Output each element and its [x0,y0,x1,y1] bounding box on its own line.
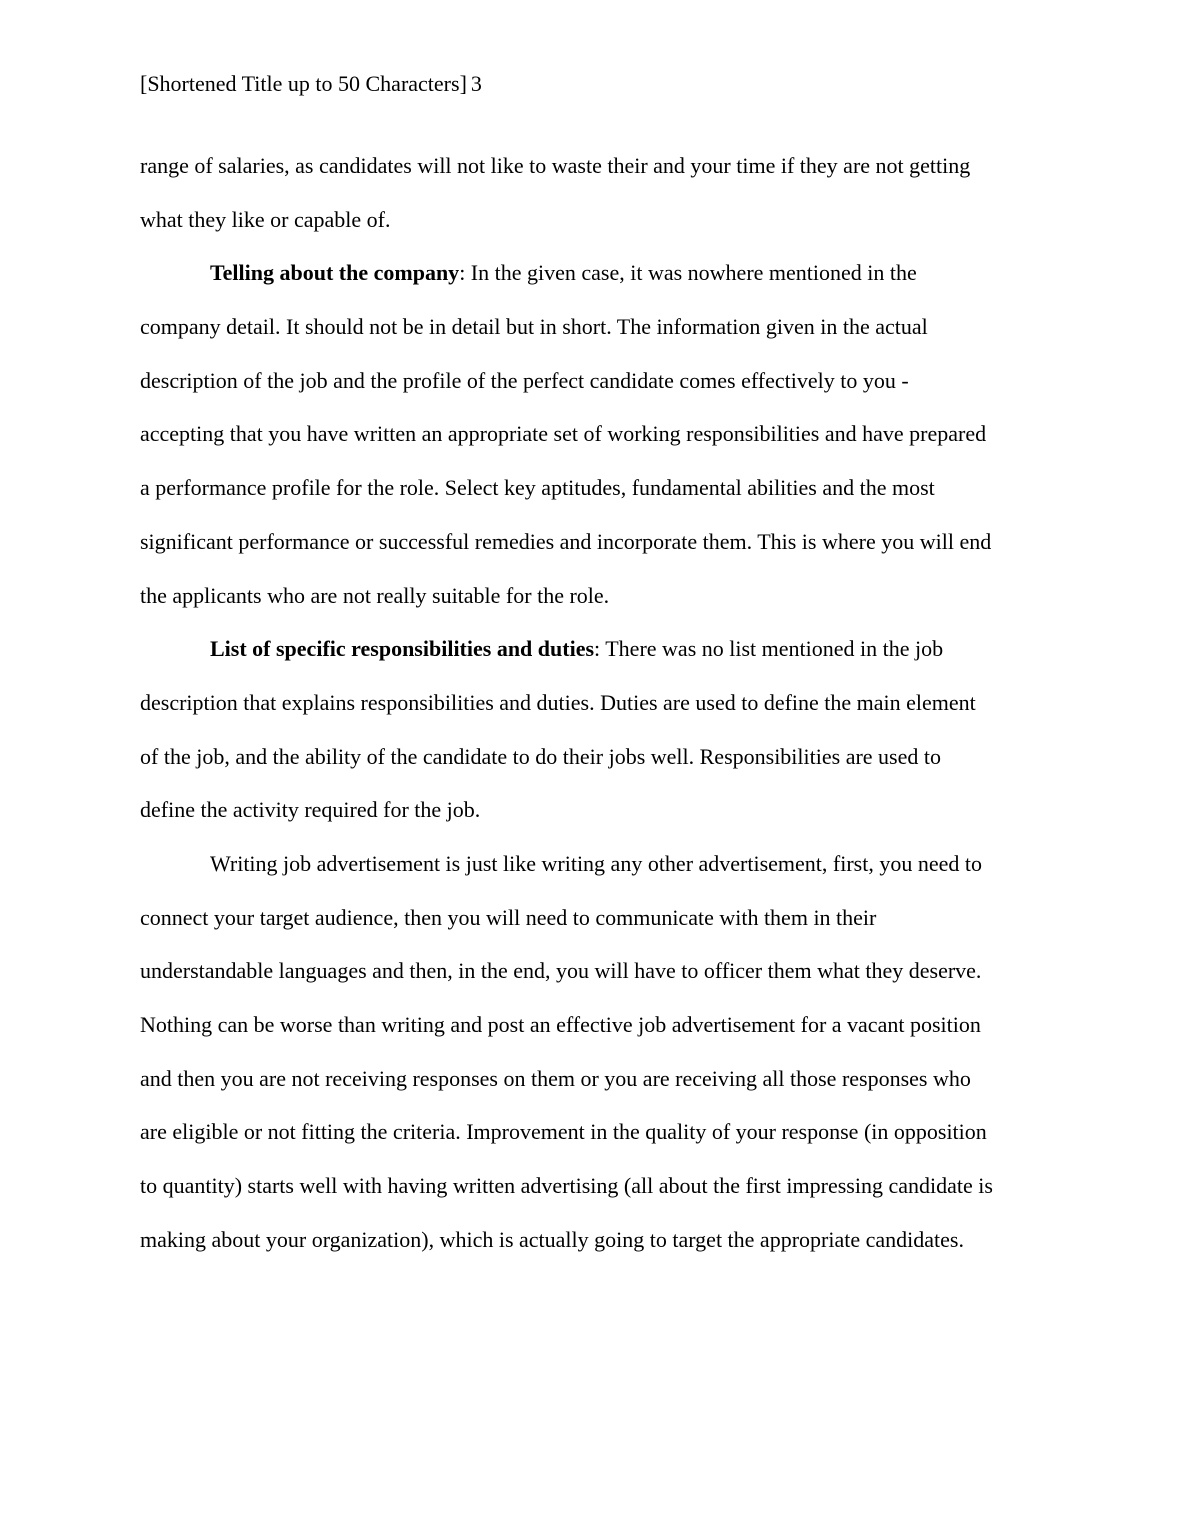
paragraph-telling-about-company [140,246,1050,622]
text-line: define the activity required for the job. [140,797,481,823]
text-run: : There was no list mentioned in the job [594,636,944,662]
text-line: a performance profile for the role. Select key aptitudes, fundamental abilities and the most [140,475,935,501]
paragraph-responsibilities-duties [140,622,1050,837]
text-line: description that explains responsibilities and duties. Duties are used to define the main element [140,689,976,715]
text-line [140,246,1050,300]
page-number: 3 [470,71,482,96]
running-head [140,70,482,98]
running-title: [Shortened Title up to 50 Characters] [140,71,467,96]
text-line: what they like or capable of. [140,206,391,232]
text-line: connect your target audience, then you will need to communicate with them in their [140,904,877,930]
paragraph-salary-range [140,139,1050,246]
text-line: understandable languages and then, in the end, you will have to officer them what they deserve. [140,958,982,984]
paragraph-heading: Telling about the company [210,260,460,286]
text-line [140,622,1050,676]
text-line: the applicants who are not really suitable for the role. [140,582,610,608]
text-line: making about your organization), which is actually going to target the appropriate candidates. [140,1226,964,1252]
text-line: to quantity) starts well with having written advertising (all about the first impressing candidate is [140,1173,993,1199]
text-line: accepting that you have written an appropriate set of working responsibilities and have prepared [140,421,987,447]
text-line: range of salaries, as candidates will not like to waste their and your time if they are not getting [140,153,971,178]
text-line: of the job, and the ability of the candidate to do their jobs well. Responsibilities are used to [140,743,941,769]
body-text [140,139,1050,1266]
text-run: : In the given case, it was nowhere mentioned in the [459,260,917,286]
text-line: and then you are not receiving responses on them or you are receiving all those responses who [140,1065,971,1091]
text-line: significant performance or successful remedies and incorporate them. This is where you will end [140,528,992,554]
text-line: company detail. It should not be in detail but in short. The information given in the actual [140,314,928,340]
text-line: Nothing can be worse than writing and post an effective job advertisement for a vacant position [140,1012,981,1037]
paragraph-heading: List of specific responsibilities and duties [210,636,595,662]
text-line: Writing job advertisement is just like writing any other advertisement, first, you need to [210,850,982,876]
paragraph-writing-job-advertisement [140,837,1050,1267]
text-line: are eligible or not fitting the criteria. Improvement in the quality of your response (in opposition [140,1119,987,1145]
text-line: description of the job and the profile of the perfect candidate comes effectively to you - [140,367,909,393]
